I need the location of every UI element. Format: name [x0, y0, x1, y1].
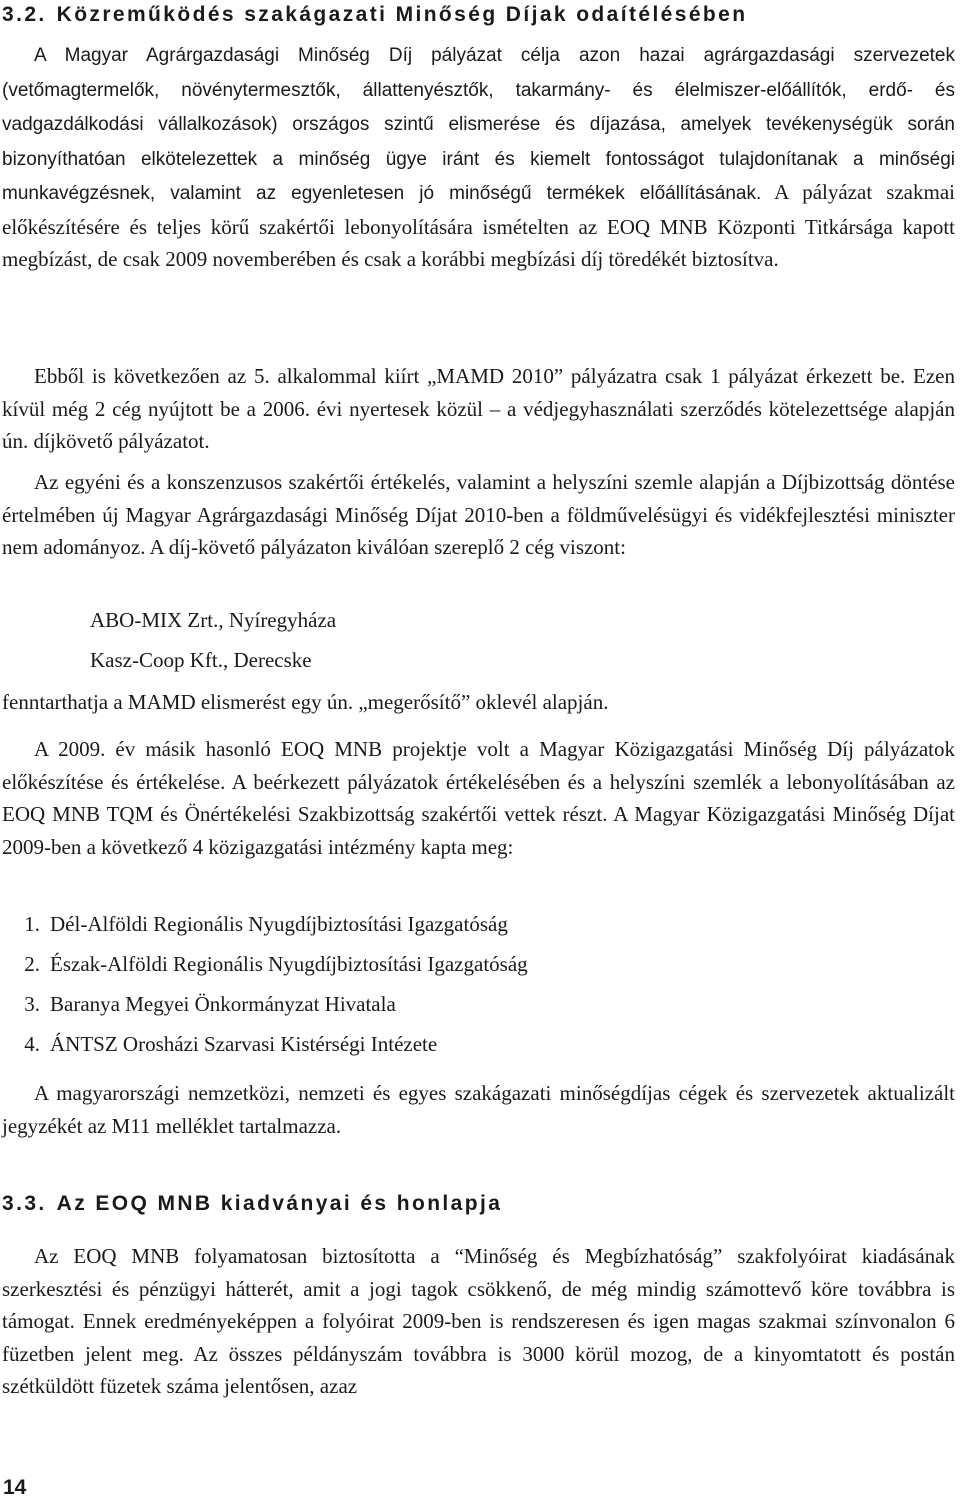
- list-number: 3 .: [2, 988, 50, 1020]
- company-kasz-coop: Kasz-Coop Kft., Derecske: [90, 648, 312, 672]
- list-item: [2, 948, 528, 988]
- list-number: 1 .: [2, 908, 50, 940]
- paragraph-annex-reference: A magyarországi nemzetközi, nemzeti és egyes szakágazati minőségdíjas cégek és szervezetek aktualizált jegyzékét az M11 melléklet tartalmazza.: [2, 1081, 955, 1138]
- list-item: [2, 988, 528, 1028]
- list-item-text: Észak-Alföldi Regionális Nyugdíjbiztosítási Igazgatóság: [50, 952, 528, 976]
- paragraph-serif-part: A pályázat szakmai előkészítésére és teljes körű szakértői lebonyolítására ismételten az EOQ MNB Központi Titkársága kapott megbízást, de csak 2009 novemberében és csak a korábbi megbízási díj töredékét biztosítva.: [2, 180, 955, 271]
- section-title: Közreműködés szakágazati Minőség Díjak odaítélésében: [56, 3, 748, 26]
- award-winners-list: [2, 908, 528, 1068]
- list-item-text: Baranya Megyei Önkormányzat Hivatala: [50, 992, 396, 1016]
- company-abo-mix: ABO-MIX Zrt., Nyíregyháza: [90, 608, 337, 632]
- paragraph-mamd-intro: [2, 38, 955, 276]
- paragraph-publications: Az EOQ MNB folyamatosan biztosította a “Minőség és Megbízhatóság” szakfolyóirat kiadásának szerkesztési és pénzügyi hátterét, amit a jogi tagok csökkenő, de még mindig számottevő köre továbbra is támogat. Ennek eredményeképpen a folyóirat 2009-ben is rendszeresen és igen magas szakmai színvonalon 6 füzetben jelent meg. Az összes példányszám továbbra is 3000 körül mozog, de a kinyomtatott és postán szétküldött füzetek száma jelentősen, azaz: [2, 1244, 955, 1398]
- list-number: 4 .: [2, 1028, 50, 1060]
- section-heading-3-2: [2, 3, 747, 27]
- page-number: 14: [3, 1476, 27, 1499]
- list-item: [2, 1028, 528, 1068]
- paragraph-mkmd: A 2009. év másik hasonló EOQ MNB projektje volt a Magyar Közigazgatási Minőség Díj pályázatok előkészítése és értékelése. A beérkezett pályázatok értékelésében és a helyszíni szemlék a lebonyolításában az EOQ MNB TQM és Önértékelési Szakbizottság szakértői vettek részt. A Magyar Közigazgatási Minőség Díjat 2009-ben a következő 4 közigazgatási intézmény kapta meg:: [2, 737, 955, 859]
- list-item-text: Dél-Alföldi Regionális Nyugdíjbiztosítási Igazgatóság: [50, 912, 508, 936]
- list-item-text: ÁNTSZ Orosházi Szarvasi Kistérségi Intézete: [50, 1032, 438, 1056]
- list-item: [2, 908, 528, 948]
- section-number: 3.3.: [2, 1192, 47, 1215]
- section-number: 3.2.: [2, 3, 47, 26]
- section-title: Az EOQ MNB kiadványai és honlapja: [56, 1192, 503, 1215]
- paragraph-mamd-2010: Ebből is következően az 5. alkalommal kiírt „MAMD 2010” pályázatra csak 1 pályázat érkezett be. Ezen kívül még 2 cég nyújtott be a 2006. évi nyertesek közül – a védjegyhasználati szerződés kötelezettsége alapján ún. díjkövető pályázatot.: [2, 364, 955, 453]
- paragraph-evaluation: Az egyéni és a konszenzusos szakértői értékelés, valamint a helyszíni szemle alapján a Díjbizottság döntése értelmében új Magyar Agrárgazdasági Minőség Díjat 2010-ben a földművelésügyi és vidékfejlesztési miniszter nem adományoz. A díj-követő pályázaton kiválóan szereplő 2 cég viszont:: [2, 470, 955, 559]
- paragraph-sans-part: A Magyar Agrárgazdasági Minőség Díj pályázat célja azon hazai agrárgazdasági szervezetek (vetőmagtermelők, növénytermesztők, állattenyésztők, takarmány- és élelmiszer-előállítók, erdő- és vadgazdálkodási vállalkozások) országos szintű elismerése és díjazása, amelyek tevékenységük során bizonyíthatóan elkötelezettek a minőség ügye iránt és kiemelt fontosságot tulajdonítanak a minőségi munkavégzésnek, valamint az egyenletesen jó minőségű termékek előállításának.: [2, 45, 955, 204]
- paragraph-confirmation: fenntarthatja a MAMD elismerést egy ún. „megerősítő” oklevél alapján.: [2, 690, 609, 714]
- section-heading-3-3: [2, 1192, 502, 1216]
- list-number: 2 .: [2, 948, 50, 980]
